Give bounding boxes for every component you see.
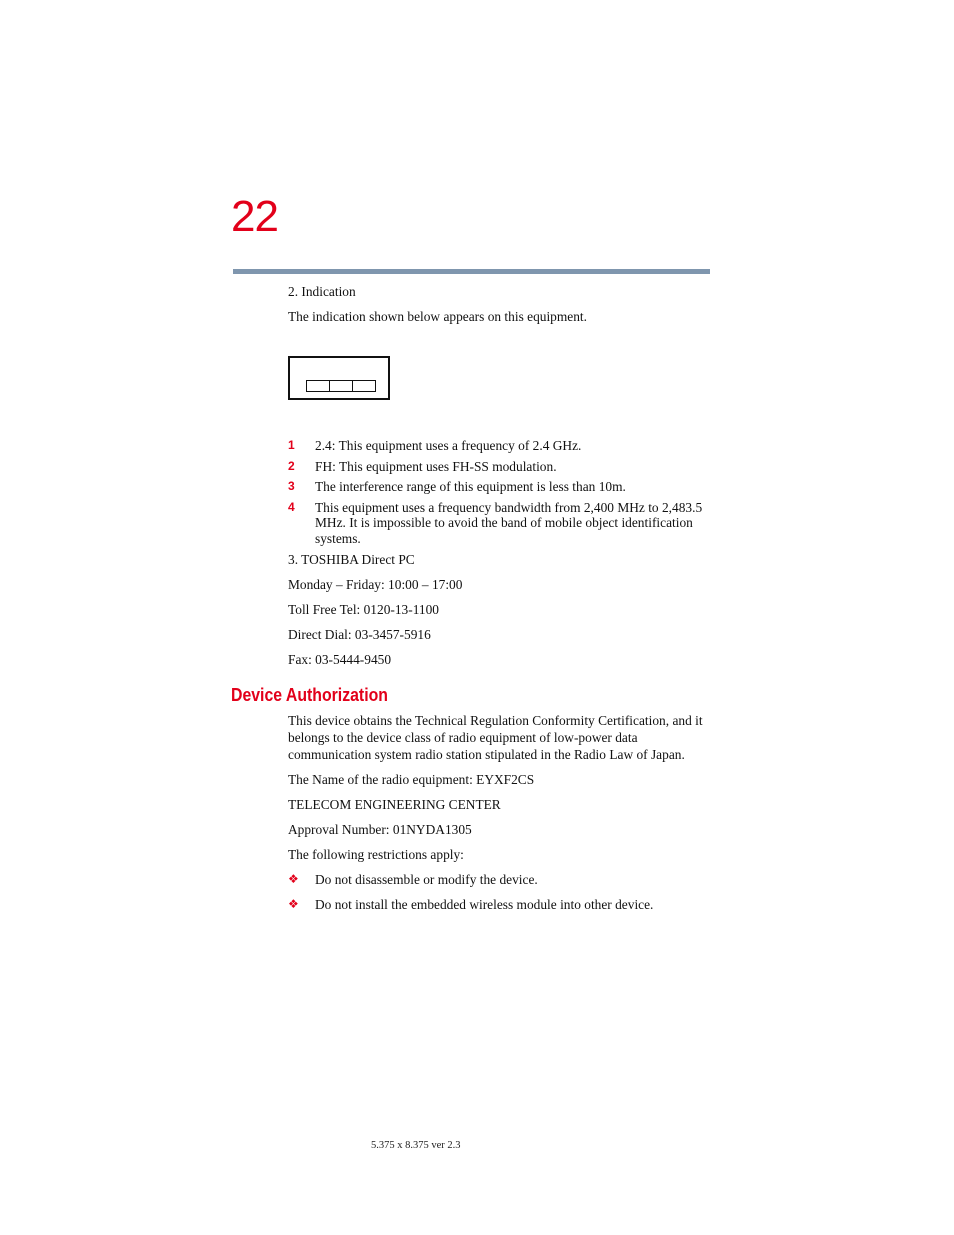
authorization-section	[288, 712, 713, 921]
page-number: 22	[231, 192, 278, 241]
restriction-text: Do not disassemble or modify the device.	[315, 872, 538, 887]
authorization-body: This device obtains the Technical Regulation Conformity Certification, and it belongs to the device class of radio equipment of low-power data communication system radio station stipulated in the Radio Law of Japan.	[288, 713, 703, 762]
header-rule	[233, 269, 710, 274]
list-item-text: The interference range of this equipment is less than 10m.	[315, 479, 626, 494]
restrictions-intro: The following restrictions apply:	[288, 847, 464, 862]
indication-heading: 2. Indication	[288, 284, 356, 299]
list-item	[288, 896, 713, 913]
list-item	[288, 500, 713, 547]
list-number: 4	[288, 499, 295, 514]
contact-direct-dial: Direct Dial: 03-3457-5916	[288, 627, 431, 642]
contact-fax: Fax: 03-5444-9450	[288, 652, 392, 667]
indication-label-cells	[307, 380, 376, 392]
diamond-bullet-icon: ❖	[288, 872, 299, 886]
list-item-text: 2.4: This equipment uses a frequency of 2.4 GHz.	[315, 438, 582, 453]
page-footer: 5.375 x 8.375 ver 2.3	[371, 1140, 461, 1151]
list-item	[288, 871, 713, 888]
indication-label-cell	[306, 380, 330, 392]
contact-hours: Monday – Friday: 10:00 – 17:00	[288, 577, 463, 592]
indication-intro: The indication shown below appears on this equipment.	[288, 309, 587, 324]
contact-heading: 3. TOSHIBA Direct PC	[288, 552, 415, 567]
indication-section	[288, 283, 713, 676]
indication-list	[288, 438, 713, 546]
list-item	[288, 459, 713, 475]
indication-label-cell	[352, 380, 376, 392]
list-item-text: FH: This equipment uses FH-SS modulation.	[315, 458, 557, 474]
diamond-bullet-icon: ❖	[288, 897, 299, 911]
restrictions-list	[288, 871, 713, 913]
approval-number: Approval Number: 01NYDA1305	[288, 822, 472, 837]
section-heading-device-authorization: Device Authorization	[231, 685, 388, 705]
list-number: 1	[288, 438, 295, 452]
restriction-text: Do not install the embedded wireless module into other device.	[315, 897, 654, 912]
contact-toll-free: Toll Free Tel: 0120-13-1100	[288, 602, 439, 617]
equipment-indication-label	[288, 356, 390, 400]
list-number: 3	[288, 479, 295, 493]
certification-center: TELECOM ENGINEERING CENTER	[288, 797, 501, 812]
list-item-text: This equipment uses a frequency bandwidth from 2,400 MHz to 2,483.5 MHz. It is impossible to avoid the band of mobile object identification systems.	[315, 499, 703, 546]
equipment-name: The Name of the radio equipment: EYXF2CS	[288, 772, 535, 787]
list-number: 2	[288, 458, 295, 473]
list-item	[288, 479, 713, 495]
indication-label-cell	[329, 380, 353, 392]
list-item	[288, 438, 713, 454]
